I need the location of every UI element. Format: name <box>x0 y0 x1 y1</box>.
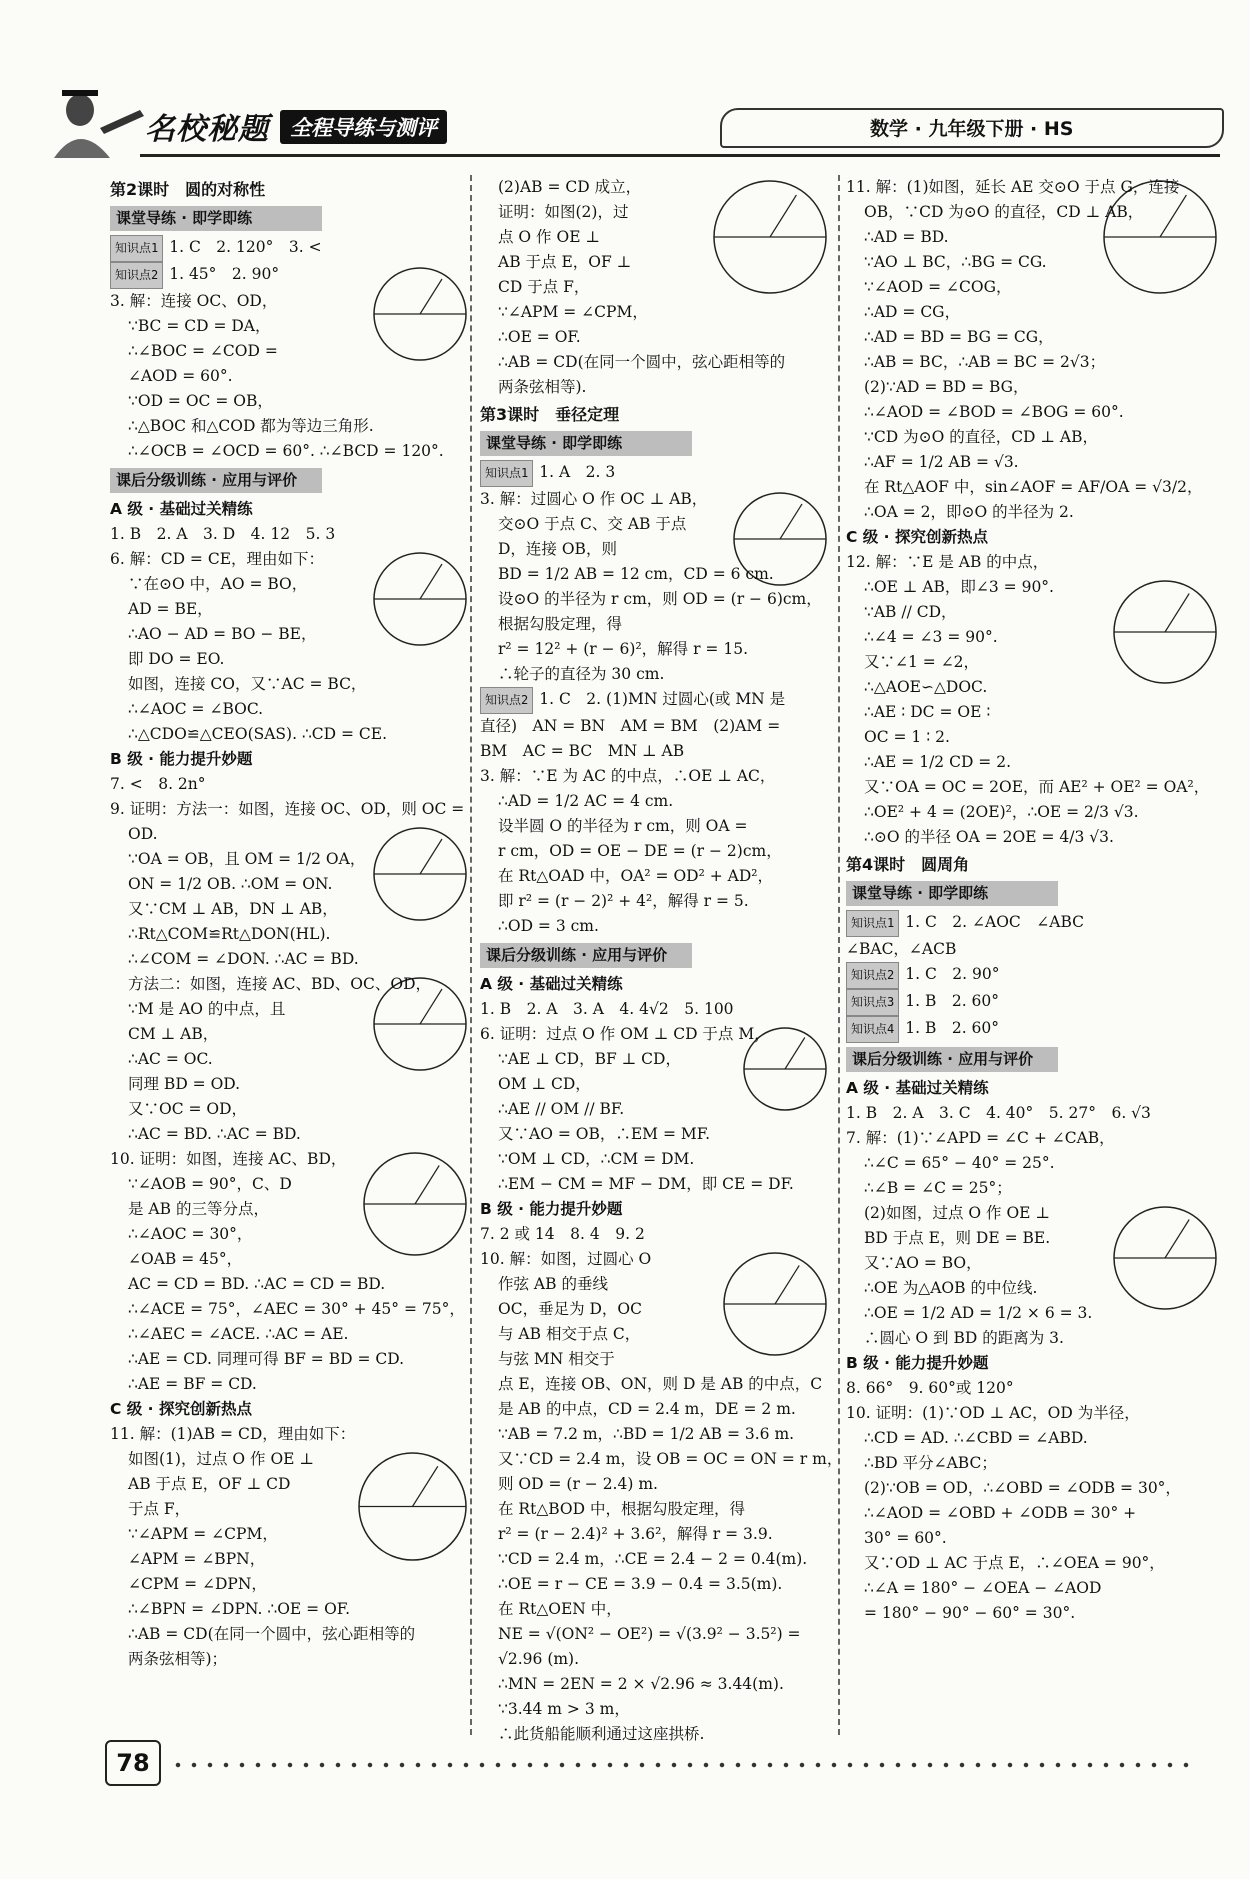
answer-line: ∴∠BPN = ∠DPN. ∴OE = OF. <box>128 1600 351 1618</box>
answer-line: 8. 66° 9. 60°或 120° <box>846 1379 1014 1397</box>
section-header: 课堂导练 · 即学即练 <box>846 881 1058 906</box>
lesson-title: 第4课时 圆周角 <box>846 855 970 874</box>
answer-line: ∴圆心 O 到 BD 的距离为 3. <box>864 1329 1064 1347</box>
answer-line: ∴轮子的直径为 30 cm. <box>498 665 665 683</box>
answer-line: ∴OE ⊥ AB，即∠3 = 90°. <box>864 578 1054 596</box>
knowledge-point-tag: 知识点2 <box>480 687 533 714</box>
answer-line: OB，∵CD 为⊙O 的直径，CD ⊥ AB， <box>864 203 1144 221</box>
answer-line: 与弦 MN 相交于 <box>498 1350 615 1368</box>
answer-line: ∴AB = CD(在同一个圆中，弦心距相等的 <box>498 353 786 371</box>
answer-line: r² = 12² + (r − 6)²，解得 r = 15. <box>498 640 748 658</box>
answer-line: 1. B 2. A 3. C 4. 40° 5. 27° 6. √3 <box>846 1104 1151 1122</box>
answer-line: 是 AB 的三等分点， <box>128 1200 269 1218</box>
answer-line: ∵AO ⊥ BC，∴BG = CG. <box>864 253 1047 271</box>
answer-line: 又∵OA = OC = 2OE，而 AE² + OE² = OA²， <box>864 778 1210 796</box>
knowledge-point-answers: 1. A 2. 3 <box>539 463 616 481</box>
knowledge-point-answers: 1. 45° 2. 90° <box>169 265 280 283</box>
answer-line: ∴∠AOC = ∠BOC. <box>128 700 264 718</box>
knowledge-point-tag: 知识点1 <box>110 235 163 262</box>
knowledge-point-answers: 1. C 2. 90° <box>905 965 1000 983</box>
knowledge-point-line <box>846 962 1220 989</box>
level-heading: C 级 · 探究创新热点 <box>846 528 988 546</box>
answer-line: 设半圆 O 的半径为 r cm，则 OA = <box>498 817 748 835</box>
answer-line: ∴∠COM = ∠DON. ∴AC = BD. <box>128 950 359 968</box>
answer-line: ∴△BOC 和△COD 都为等边三角形. <box>128 417 374 435</box>
column-1 <box>110 175 470 1672</box>
answer-line: ∴∠4 = ∠3 = 90°. <box>864 628 998 646</box>
answer-line: BD = 1/2 AB = 12 cm，CD = 6 cm. <box>498 565 774 583</box>
answer-line: 10. 证明：(1)∵OD ⊥ AC，OD 为半径， <box>846 1404 1140 1422</box>
answer-line: AC = CD = BD. ∴AC = CD = BD. <box>128 1275 386 1293</box>
answer-line: ∴MN = 2EN = 2 × √2.96 ≈ 3.44(m). <box>498 1675 784 1693</box>
answer-line: √2.96 (m). <box>498 1650 580 1668</box>
answer-line: OM ⊥ CD， <box>498 1075 591 1093</box>
answer-line: (2)∵OB = OD，∴∠OBD = ∠ODB = 30°， <box>864 1479 1181 1497</box>
answer-line: CD 于点 F， <box>498 278 590 296</box>
column-divider <box>470 175 472 1735</box>
answer-line: ∵AB = 7.2 m，∴BD = 1/2 AB = 3.6 m. <box>498 1425 795 1443</box>
answer-line: AB 于点 E，OF ⊥ CD <box>128 1475 291 1493</box>
answer-line: 即 r² = (r − 2)² + 4²，解得 r = 5. <box>498 892 749 910</box>
answer-line: 方法二：如图，连接 AC、BD、OC、OD， <box>128 975 432 993</box>
answer-line: ∴∠AOC = 30°， <box>128 1225 253 1243</box>
answer-line: ∵BC = CD = DA， <box>128 317 271 335</box>
section-header: 课堂导练 · 即学即练 <box>480 431 692 456</box>
answer-line: BD 于点 E，则 DE = BE. <box>864 1229 1051 1247</box>
answer-line: 证明：如图(2)，过 <box>498 203 629 221</box>
answer-line: 又∵∠1 = ∠2， <box>864 653 980 671</box>
section-header: 课后分级训练 · 应用与评价 <box>110 468 322 493</box>
section-header: 课堂导练 · 即学即练 <box>110 206 322 231</box>
answer-line: 直径) AN = BN AM = BM (2)AM = <box>480 717 781 735</box>
answer-line: ∴OE² + 4 = (2OE)²，∴OE = 2/3 √3. <box>864 803 1139 821</box>
answer-line: 同理 BD = OD. <box>128 1075 241 1093</box>
answer-line: 是 AB 的中点，CD = 2.4 m，DE = 2 m. <box>498 1400 796 1418</box>
answer-line: r cm，OD = OE − DE = (r − 2)cm， <box>498 842 782 860</box>
answer-line: 于点 F， <box>128 1500 191 1518</box>
column-divider <box>838 175 840 1735</box>
header-rule <box>140 154 1220 157</box>
column-2 <box>480 175 843 1747</box>
answer-line: ∵∠APM = ∠CPM， <box>128 1525 278 1543</box>
answer-line: OC，垂足为 D，OC <box>498 1300 642 1318</box>
answer-line: ∴OE = 1/2 AD = 1/2 × 6 = 3. <box>864 1304 1093 1322</box>
answer-line: 与 AB 相交于点 C， <box>498 1325 641 1343</box>
answer-line: ∵AE ⊥ CD，BF ⊥ CD， <box>498 1050 681 1068</box>
answer-line: ∴Rt△COM≌Rt△DON(HL). <box>128 925 331 943</box>
knowledge-point-tag: 知识点2 <box>846 962 899 989</box>
level-heading: C 级 · 探究创新热点 <box>110 1400 252 1418</box>
answer-line: ∴∠ACE = 75°，∠AEC = 30° + 45° = 75°， <box>128 1300 465 1318</box>
answer-line: 设⊙O 的半径为 r cm，则 OD = (r − 6)cm， <box>498 590 822 608</box>
answer-line: ∴AC = BD. ∴AC = BD. <box>128 1125 301 1143</box>
answer-line: = 180° − 90° − 60° = 30°. <box>864 1604 1076 1622</box>
answer-line: AB 于点 E，OF ⊥ <box>498 253 632 271</box>
page-header <box>30 80 1220 160</box>
knowledge-point-tag: 知识点2 <box>110 262 163 289</box>
answer-line: ∴△AOE∽△DOC. <box>864 678 988 696</box>
answer-line: 7. 解：(1)∵∠APD = ∠C + ∠CAB， <box>846 1129 1115 1147</box>
answer-line: ∴OE = r − CE = 3.9 − 0.4 = 3.5(m). <box>498 1575 783 1593</box>
answer-line: 点 E，连接 OB、ON，则 D 是 AB 的中点，C <box>498 1375 823 1393</box>
answer-line: ∴AD = CG， <box>864 303 961 321</box>
answer-line: ∴AD = BD = BG = CG， <box>864 328 1054 346</box>
level-heading: B 级 · 能力提升妙题 <box>110 750 253 768</box>
geometry-figure-icon <box>360 1149 470 1259</box>
scholar-logo-icon <box>40 80 150 160</box>
answer-line: 6. 证明：过点 O 作 OM ⊥ CD 于点 M， <box>480 1025 770 1043</box>
answer-line: ∵CD 为⊙O 的直径，CD ⊥ AB， <box>864 428 1098 446</box>
answer-line: (2)如图，过点 O 作 OE ⊥ <box>864 1204 1050 1222</box>
answer-line: 则 OD = (r − 2.4) m. <box>498 1475 658 1493</box>
knowledge-point-line <box>480 687 830 714</box>
answer-line: OD. <box>128 825 158 843</box>
answer-line: ∵在⊙O 中，AO = BO， <box>128 575 308 593</box>
answer-line: ∴AE ∶ DC = OE ∶ <box>864 703 991 721</box>
answer-line: 两条弦相等)； <box>128 1650 228 1668</box>
answer-line: 3. 解：连接 OC、OD， <box>110 292 278 310</box>
knowledge-point-answers: 1. B 2. 60° <box>905 1019 1000 1037</box>
level-heading: B 级 · 能力提升妙题 <box>480 1200 623 1218</box>
answer-line: ∴∠AOD = ∠BOD = ∠BOG = 60°. <box>864 403 1124 421</box>
answer-line: ∴EM − CM = MF − DM，即 CE = DF. <box>498 1175 794 1193</box>
answer-line: 作弦 AB 的垂线 <box>498 1275 608 1293</box>
section-header: 课后分级训练 · 应用与评价 <box>480 943 692 968</box>
answer-line: ∴∠C = 65° − 40° = 25°. <box>864 1154 1055 1172</box>
answer-line: 又∵CM ⊥ AB，DN ⊥ AB， <box>128 900 338 918</box>
answer-line: 10. 解：如图，过圆心 O <box>480 1250 652 1268</box>
answer-line: ∠CPM = ∠DPN， <box>128 1575 267 1593</box>
geometry-figure-icon <box>710 177 830 297</box>
book-subject: 数学 · 九年级下册 · HS <box>870 118 1074 140</box>
lesson-title: 第3课时 垂径定理 <box>480 405 620 424</box>
answer-line: ∠OAB = 45°， <box>128 1250 243 1268</box>
geometry-figure-icon <box>370 824 470 924</box>
knowledge-point-line <box>846 1016 1220 1043</box>
answer-line: ∵∠AOB = 90°，C、D <box>128 1175 292 1193</box>
answer-line: ∴AE = BF = CD. <box>128 1375 257 1393</box>
answer-line: ∴∠AEC = ∠ACE. ∴AC = AE. <box>128 1325 349 1343</box>
answer-line: ∴∠BOC = ∠COD = <box>128 342 278 360</box>
answer-line: 即 DO = EO. <box>128 650 225 668</box>
answer-line: ∠AOD = 60°. <box>128 367 233 385</box>
answer-line: 7. 2 或 14 8. 4 9. 2 <box>480 1225 645 1243</box>
answer-line: 10. 证明：如图，连接 AC、BD， <box>110 1150 347 1168</box>
answer-line: ∴AB = CD(在同一个圆中，弦心距相等的 <box>128 1625 416 1643</box>
answer-line: ∴AF = 1/2 AB = √3. <box>864 453 1019 471</box>
answer-line: 7. < 8. 2n° <box>110 775 206 793</box>
knowledge-point-answers: 1. C 2. 120° 3. < <box>169 238 322 256</box>
geometry-figure-icon <box>1110 577 1220 687</box>
answer-line: ∴△CDO≌△CEO(SAS). ∴CD = CE. <box>128 725 388 743</box>
answer-line: 1. B 2. A 3. A 4. 4√2 5. 100 <box>480 1000 734 1018</box>
answer-line: 两条弦相等). <box>498 378 587 396</box>
answer-line: r² = (r − 2.4)² + 3.6²，解得 r = 3.9. <box>498 1525 773 1543</box>
knowledge-point-line <box>846 910 1220 937</box>
answer-line: 又∵OD ⊥ AC 于点 E，∴∠OEA = 90°， <box>864 1554 1165 1572</box>
knowledge-point-tag: 知识点3 <box>846 989 899 1016</box>
answer-line: ∴AE // OM // BF. <box>498 1100 625 1118</box>
answer-line: 根据勾股定理，得 <box>498 615 623 633</box>
answer-line: OC = 1 ∶ 2. <box>864 728 950 746</box>
answer-line: BM AC = BC MN ⊥ AB <box>480 742 685 760</box>
level-heading: A 级 · 基础过关精练 <box>480 975 623 993</box>
answer-line: 在 Rt△AOF 中，sin∠AOF = AF/OA = √3/2， <box>864 478 1203 496</box>
answer-line: 又∵CD = 2.4 m，设 OB = OC = ON = r m， <box>498 1450 843 1468</box>
answer-line: ∵OD = OC = OB， <box>128 392 273 410</box>
answer-line: 在 Rt△OEN 中， <box>498 1600 622 1618</box>
answer-line: 9. 证明：方法一：如图，连接 OC、OD，则 OC = <box>110 800 465 818</box>
answer-line: ∵CD = 2.4 m，∴CE = 2.4 − 2 = 0.4(m). <box>498 1550 808 1568</box>
answer-line: NE = √(ON² − OE²) = √(3.9² − 3.5²) = <box>498 1625 801 1643</box>
answer-line: ∴BD 平分∠ABC； <box>864 1454 997 1472</box>
answer-line: ∵∠APM = ∠CPM， <box>498 303 648 321</box>
geometry-figure-icon <box>720 1249 830 1359</box>
lesson-title: 第2课时 圆的对称性 <box>110 180 266 199</box>
geometry-figure-icon <box>355 1449 470 1564</box>
answer-line: 又∵AO = OB，∴EM = MF. <box>498 1125 711 1143</box>
answer-line: ∴∠AOD = ∠OBD + ∠ODB = 30° + <box>864 1504 1137 1522</box>
answer-line: ∴AD = BD. <box>864 228 949 246</box>
knowledge-point-line <box>846 989 1220 1016</box>
level-heading: A 级 · 基础过关精练 <box>110 500 253 518</box>
answer-line: 11. 解：(1)如图，延长 AE 交⊙O 于点 G，连接 <box>846 178 1180 196</box>
answer-line: ∠BAC，∠ACB <box>846 940 957 958</box>
section-header: 课后分级训练 · 应用与评价 <box>846 1047 1058 1072</box>
answer-line: 如图，连接 CO，又∵AC = BC， <box>128 675 367 693</box>
answer-line: 交⊙O 于点 C、交 AB 于点 <box>498 515 687 533</box>
answer-line: 3. 解：过圆心 O 作 OC ⊥ AB， <box>480 490 708 508</box>
knowledge-point-line <box>110 235 470 262</box>
answer-line: ∠APM = ∠BPN， <box>128 1550 266 1568</box>
page-number: 78 <box>105 1740 161 1786</box>
answer-line: ∴OE 为△AOB 的中位线. <box>864 1279 1038 1297</box>
answer-line: (2)AB = CD 成立， <box>498 178 642 196</box>
answer-line: AD = BE， <box>128 600 213 618</box>
answer-line: ∴OD = 3 cm. <box>498 917 599 935</box>
answer-line: 1. B 2. A 3. D 4. 12 5. 3 <box>110 525 336 543</box>
knowledge-point-tag: 知识点1 <box>846 910 899 937</box>
answer-line: D，连接 OB，则 <box>498 540 617 558</box>
answer-line: ∴∠A = 180° − ∠OEA − ∠AOD <box>864 1579 1102 1597</box>
answer-line: 点 O 作 OE ⊥ <box>498 228 601 246</box>
knowledge-point-tag: 知识点1 <box>480 460 533 487</box>
answer-line: ∴AE = CD. 同理可得 BF = BD = CD. <box>128 1350 405 1368</box>
answer-line: ∴OE = OF. <box>498 328 581 346</box>
answer-line: ∴AD = 1/2 AC = 4 cm. <box>498 792 674 810</box>
answer-line: 30° = 60°. <box>864 1529 947 1547</box>
answer-line: 在 Rt△OAD 中，OA² = OD² + AD²， <box>498 867 773 885</box>
answer-line: ∵M 是 AO 的中点，且 <box>128 1000 286 1018</box>
knowledge-point-answers: 1. B 2. 60° <box>905 992 1000 1010</box>
answer-line: 6. 解：CD = CE，理由如下： <box>110 550 325 568</box>
answer-line: ∵∠AOD = ∠COG， <box>864 278 1012 296</box>
answer-line: 3. 解：∵E 为 AC 的中点，∴OE ⊥ AC， <box>480 767 776 785</box>
answer-line: (2)∵AD = BD = BG， <box>864 378 1029 396</box>
dotted-footer-rule <box>170 1762 1190 1768</box>
answer-line: ∴AE = 1/2 CD = 2. <box>864 753 1012 771</box>
answer-line: CM ⊥ AB， <box>128 1025 219 1043</box>
answer-line: 12. 解：∵E 是 AB 的中点， <box>846 553 1049 571</box>
geometry-figure-icon <box>370 549 470 649</box>
column-3 <box>846 175 1220 1626</box>
answer-line: ∴OA = 2，即⊙O 的半径为 2. <box>864 503 1074 521</box>
level-heading: A 级 · 基础过关精练 <box>846 1079 989 1097</box>
geometry-figure-icon <box>370 264 470 364</box>
geometry-figure-icon <box>1110 1203 1220 1313</box>
answer-line: ON = 1/2 OB. ∴OM = ON. <box>128 875 333 893</box>
answer-line: ∴此货船能顺利通过这座拱桥. <box>498 1725 705 1743</box>
answer-line: 在 Rt△BOD 中，根据勾股定理，得 <box>498 1500 745 1518</box>
level-heading: B 级 · 能力提升妙题 <box>846 1354 989 1372</box>
answer-line: ∴∠OCB = ∠OCD = 60°. ∴∠BCD = 120°. <box>128 442 444 460</box>
answer-line: ∴AB = BC，∴AB = BC = 2√3； <box>864 353 1106 371</box>
knowledge-point-answers: 1. C 2. (1)MN 过圆心(或 MN 是 <box>539 690 786 708</box>
knowledge-point-answers: 1. C 2. ∠AOC ∠ABC <box>905 913 1084 931</box>
answer-line: ∴∠B = ∠C = 25°； <box>864 1179 1012 1197</box>
knowledge-point-line <box>480 460 830 487</box>
answer-line: 如图(1)，过点 O 作 OE ⊥ <box>128 1450 314 1468</box>
answer-line: ∵OA = OB，且 OM = 1/2 OA， <box>128 850 366 868</box>
answer-line: ∴AO − AD = BO − BE， <box>128 625 317 643</box>
answer-line: 又∵AO = BO， <box>864 1254 982 1272</box>
answer-line: ∵OM ⊥ CD，∴CM = DM. <box>498 1150 695 1168</box>
answer-line: 11. 解：(1)AB = CD，理由如下： <box>110 1425 356 1443</box>
brand-slogan: 全程导练与测评 <box>280 110 447 144</box>
answer-line: ∵3.44 m > 3 m， <box>498 1700 630 1718</box>
answer-line: ∴⊙O 的半径 OA = 2OE = 4/3 √3. <box>864 828 1114 846</box>
answer-line: ∴CD = AD. ∴∠CBD = ∠ABD. <box>864 1429 1088 1447</box>
knowledge-point-tag: 知识点4 <box>846 1016 899 1043</box>
brand-title: 名校秘题 <box>145 112 269 147</box>
answer-line: ∴AC = OC. <box>128 1050 213 1068</box>
answer-line: 又∵OC = OD， <box>128 1100 248 1118</box>
answer-line: ∵AB // CD， <box>864 603 957 621</box>
